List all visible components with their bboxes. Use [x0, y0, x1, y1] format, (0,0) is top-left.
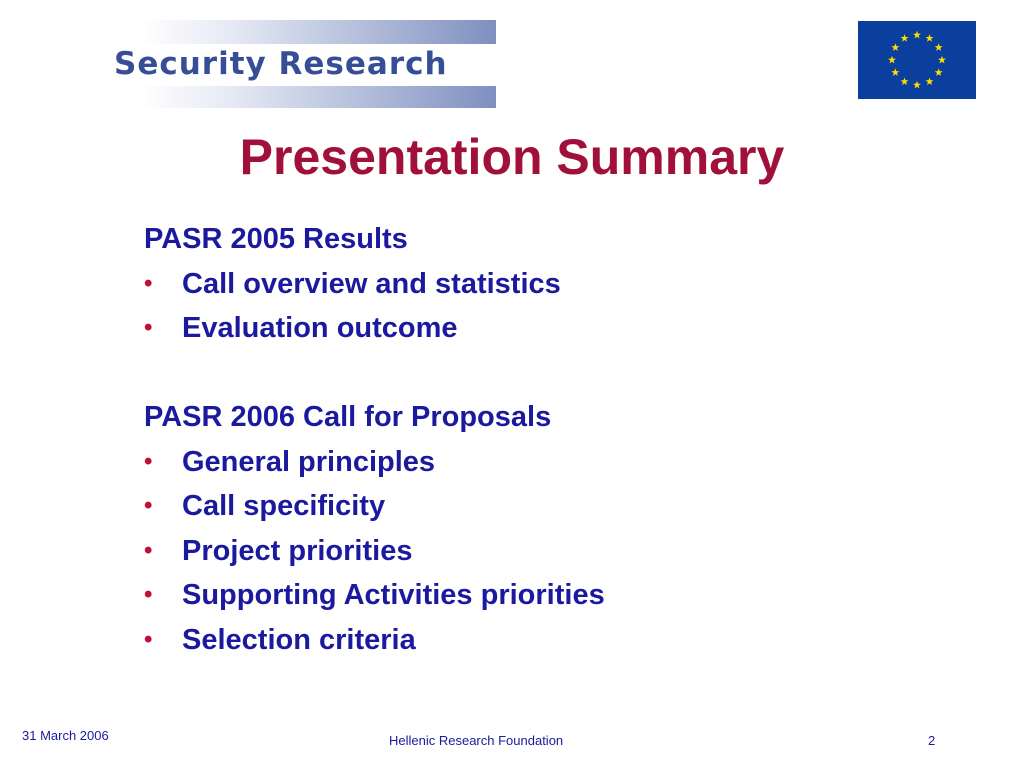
section-heading: PASR 2006 Call for Proposals [144, 401, 552, 433]
bullet-dot: • [144, 314, 153, 341]
bullet-dot: • [144, 625, 153, 653]
bullet-text: Project priorities [182, 534, 413, 567]
footer-date: 31 March 2006 [22, 728, 109, 743]
bullet-dot: • [144, 447, 153, 475]
slide-title: Presentation Summary [239, 129, 785, 185]
security-research-logo: Security Research [114, 46, 448, 82]
bullet-item [144, 618, 904, 663]
bullet-item [144, 306, 904, 351]
section-heading: PASR 2005 Results [144, 223, 408, 255]
bullet-text: General principles [182, 445, 436, 478]
footer-page-number: 2 [928, 733, 936, 748]
bullet-item [144, 484, 904, 529]
bullet-item [144, 262, 904, 307]
bullet-text: Supporting Activities priorities [182, 579, 605, 611]
slide-content [144, 217, 904, 662]
bullet-text: Evaluation outcome [182, 312, 458, 344]
bullet-item [144, 529, 904, 574]
bullet-text: Selection criteria [182, 623, 416, 656]
bullet-item [144, 440, 904, 485]
bullet-dot: • [144, 536, 153, 564]
bullet-dot: • [144, 269, 153, 297]
bullet-dot: • [144, 492, 153, 519]
bullet-text: Call overview and statistics [182, 267, 561, 300]
bullet-text: Call specificity [182, 490, 386, 522]
eu-flag-icon [858, 21, 976, 99]
footer-organization: Hellenic Research Foundation [389, 733, 564, 748]
section-spacer [144, 351, 904, 396]
bullet-dot: • [144, 581, 153, 608]
bullet-item [144, 573, 904, 618]
